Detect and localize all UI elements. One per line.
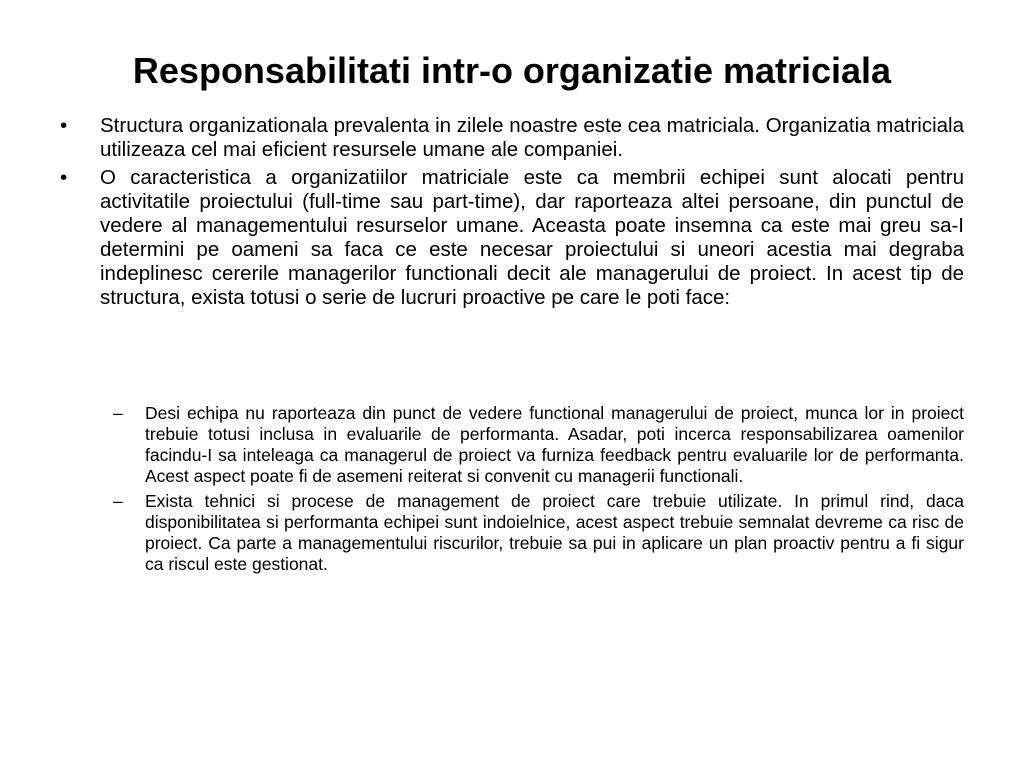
- bullet-text: O caracteristica a organizatiilor matriciale este ca membrii echipei sunt alocati pentru activitatile proiectului (full-time sau part-time), dar raporteaza altei persoane, din punctul de vedere al managementului resurselor umane. Aceasta poate insemna ca este mai greu sa-I determini pe oameni sa faca ce este necesar proiectului si uneori acestia mai degraba indeplinesc cererile managerilor functionali decit ale managerului de proiect. In acest tip de structura, exista totusi o serie de lucruri proactive pe care le poti face:: [100, 166, 964, 309]
- sub-bullet-text: Exista tehnici si procese de management de proiect care trebuie utilizate. In primul rind, daca disponibilitatea si performanta echipei sunt indoielnice, acest aspect trebuie semnalat devreme ca risc de proiect. Ca parte a managementului riscurilor, trebuie sa pui in aplicare un plan proactiv pentru a fi sigur ca riscul este gestionat.: [145, 491, 964, 574]
- bullet-list: [58, 114, 964, 314]
- sub-bullet-marker: –: [113, 491, 123, 511]
- sub-bullet-item: [113, 491, 964, 575]
- sub-bullet-marker: –: [113, 403, 123, 423]
- bullet-text: Structura organizationala prevalenta in zilele noastre este cea matriciala. Organizatia matriciala utilizeaza cel mai eficient resursele umane ale companiei.: [100, 114, 964, 161]
- sub-bullet-item: [113, 403, 964, 487]
- sub-bullet-list: [113, 403, 964, 579]
- bullet-item: [58, 114, 964, 162]
- sub-bullet-text: Desi echipa nu raporteaza din punct de vedere functional managerului de proiect, munca lor in proiect trebuie totusi inclusa in evaluarile de performanta. Asadar, poti incerca responsabilizarea oamenilor facindu-I sa inteleaga ca managerul de proiect va furniza feedback pentru evaluarile lor de performanta. Acest aspect poate fi de asemeni reiterat si convenit cu managerii functionali.: [145, 403, 964, 486]
- slide-title: Responsabilitati intr-o organizatie matriciala: [132, 50, 892, 91]
- bullet-marker: •: [60, 166, 68, 189]
- bullet-item: [58, 166, 964, 310]
- bullet-marker: •: [60, 114, 68, 137]
